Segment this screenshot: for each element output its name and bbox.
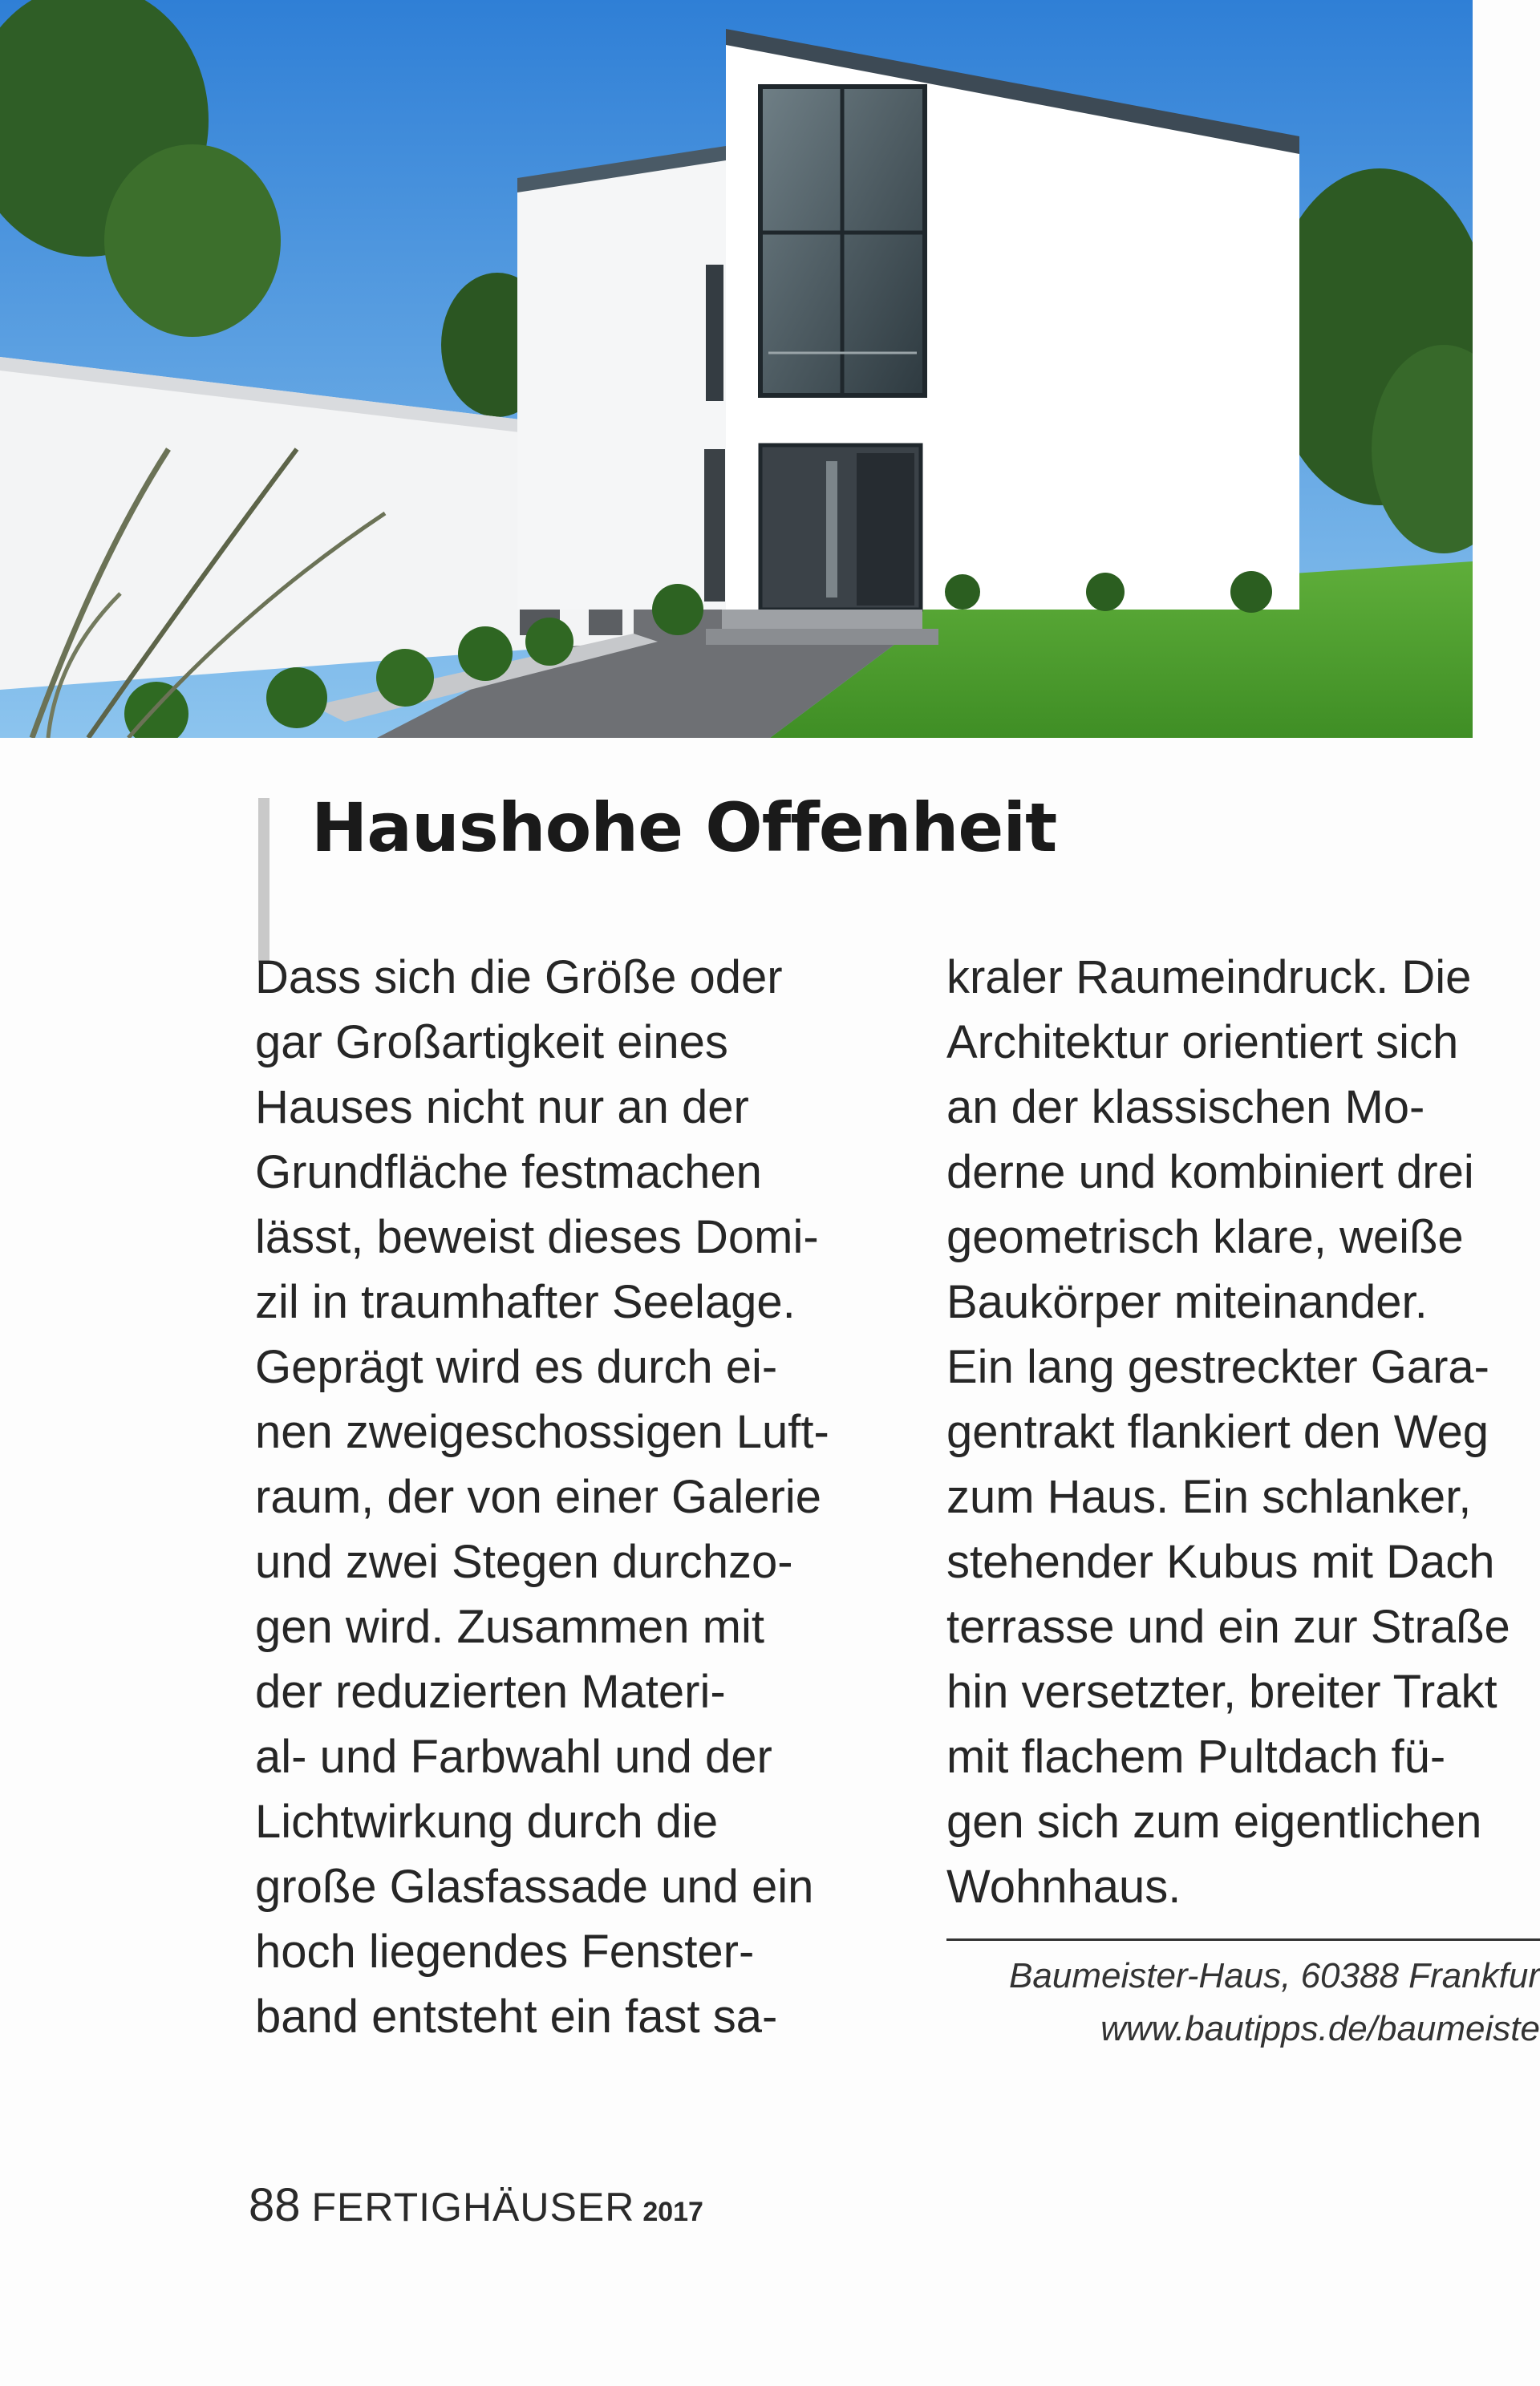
magazine-name: FERTIGHÄUSER (311, 2185, 635, 2230)
credit-box (946, 1950, 1540, 2056)
article-column-right: kraler Raumeindruck. Die Architektur orientiert sich an der klassischen Mo- derne und kombiniert drei geometrisch klare, weiße Baukörper miteinander. Ein lang gestreckter Gara- gentrakt flankiert den Weg zum Haus. Ein schlanker, stehender Kubus mit Dach terrasse und ein zur Straße hin versetzter, breiter Trakt mit flachem Pultdach fü- gen sich zum eigentlichen Wohnhaus. (946, 951, 1510, 1913)
article-column-left: Dass sich die Größe oder gar Großartigkeit eines Hauses nicht nur an der Grundfläche festmachen lässt, beweist dieses Domi- zil in traumhafter Seelage. Geprägt wird es durch ei- nen zweigeschossigen Luft- raum, der von einer Galerie und zwei Stegen durchzo- gen wird. Zusammen mit der reduzierten Materi- al- und Farbwahl und der Lichtwirkung durch die große Glasfassade und ein hoch liegendes Fenster- band entsteht ein fast sa- (255, 951, 829, 2043)
magazine-year: 2017 (642, 2197, 703, 2227)
page-number: 88 (249, 2179, 301, 2231)
headline-accent-bar (258, 798, 270, 962)
headline: Haushohe Offenheit (311, 788, 1057, 867)
house-photo (0, 0, 1473, 738)
credit-divider (946, 1938, 1540, 1941)
credit-company: Baumeister-Haus, 60388 Frankfur (1009, 1956, 1540, 1995)
page-footer (249, 2178, 703, 2232)
credit-url[interactable]: www.bautipps.de/baumeiste (1100, 2009, 1540, 2048)
article (0, 738, 1540, 2386)
